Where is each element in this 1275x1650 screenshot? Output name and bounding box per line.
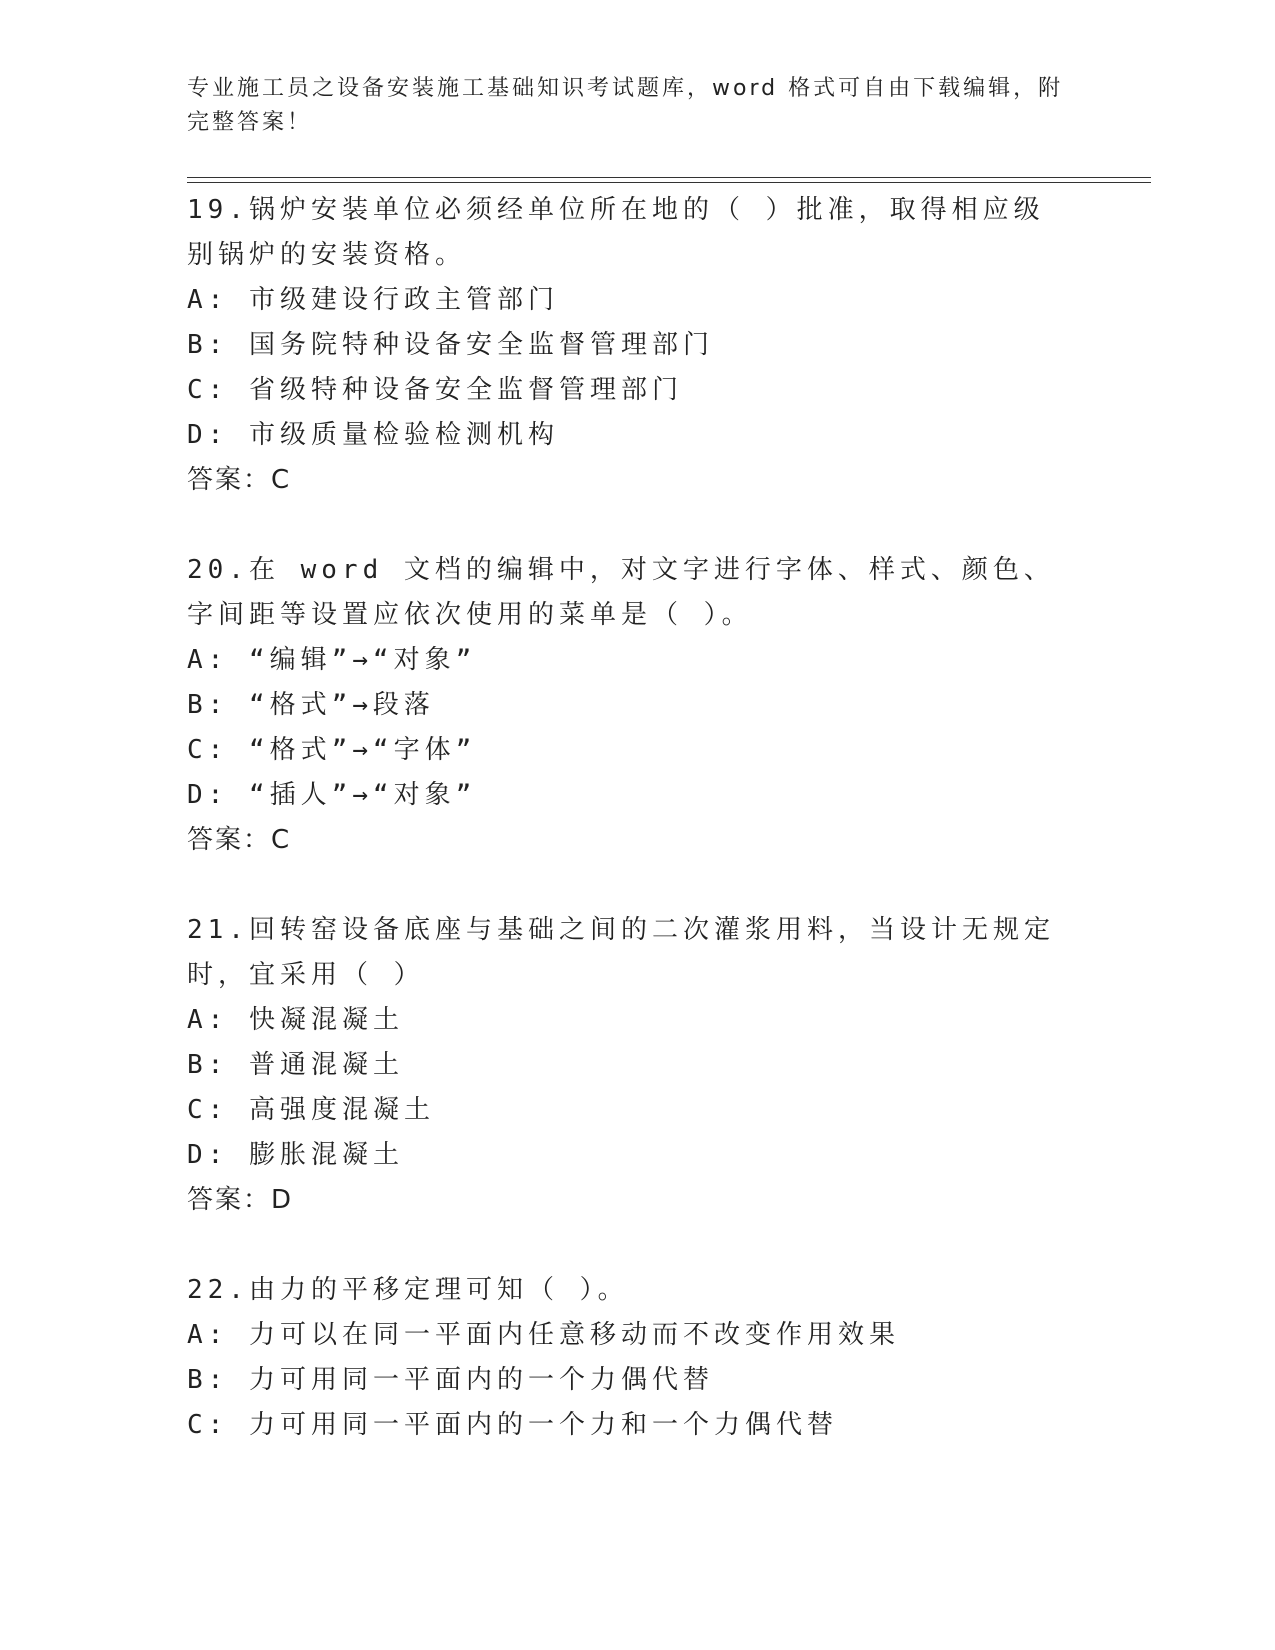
option-c: C: “格式”→“字体”: [187, 735, 477, 765]
answer: 答案：C: [187, 825, 292, 855]
question-20: [187, 548, 1067, 863]
question-21: [187, 908, 1067, 1223]
answer: 答案：C: [187, 465, 292, 495]
option-d: D: 膨胀混凝土: [187, 1140, 404, 1170]
question-text: 22.由力的平移定理可知（ ）。: [187, 1275, 629, 1305]
question-19: [187, 188, 1067, 503]
option-b: B: 国务院特种设备安全监督管理部门: [187, 330, 714, 360]
option-a: A: “编辑”→“对象”: [187, 645, 477, 675]
option-b: B: 普通混凝土: [187, 1050, 404, 1080]
header-divider-bottom: [187, 182, 1151, 183]
question-text: 20.在 word 文档的编辑中，对文字进行字体、样式、颜色、字间距等设置应依次使用的菜单是（ ）。: [187, 555, 1055, 630]
option-a: A: 市级建设行政主管部门: [187, 285, 559, 315]
option-a: A: 力可以在同一平面内任意移动而不改变作用效果: [187, 1320, 900, 1350]
option-b: B: 力可用同一平面内的一个力偶代替: [187, 1365, 714, 1395]
question-text: 19.锅炉安装单位必须经单位所在地的（ ）批准，取得相应级别锅炉的安装资格。: [187, 195, 1045, 270]
option-c: C: 力可用同一平面内的一个力和一个力偶代替: [187, 1410, 838, 1440]
option-d: D: “插人”→“对象”: [187, 780, 477, 810]
option-b: B: “格式”→段落: [187, 690, 435, 720]
option-a: A: 快凝混凝土: [187, 1005, 404, 1035]
document-header: 专业施工员之设备安装施工基础知识考试题库，word 格式可自由下载编辑，附完整答案！: [187, 76, 1064, 135]
option-c: C: 省级特种设备安全监督管理部门: [187, 375, 683, 405]
question-22: [187, 1268, 1067, 1448]
option-d: D: 市级质量检验检测机构: [187, 420, 559, 450]
answer: 答案：D: [187, 1185, 294, 1215]
question-text: 21.回转窑设备底座与基础之间的二次灌浆用料，当设计无规定时，宜采用（ ）: [187, 915, 1055, 990]
option-c: C: 高强度混凝土: [187, 1095, 435, 1125]
header-divider-top: [187, 177, 1151, 178]
